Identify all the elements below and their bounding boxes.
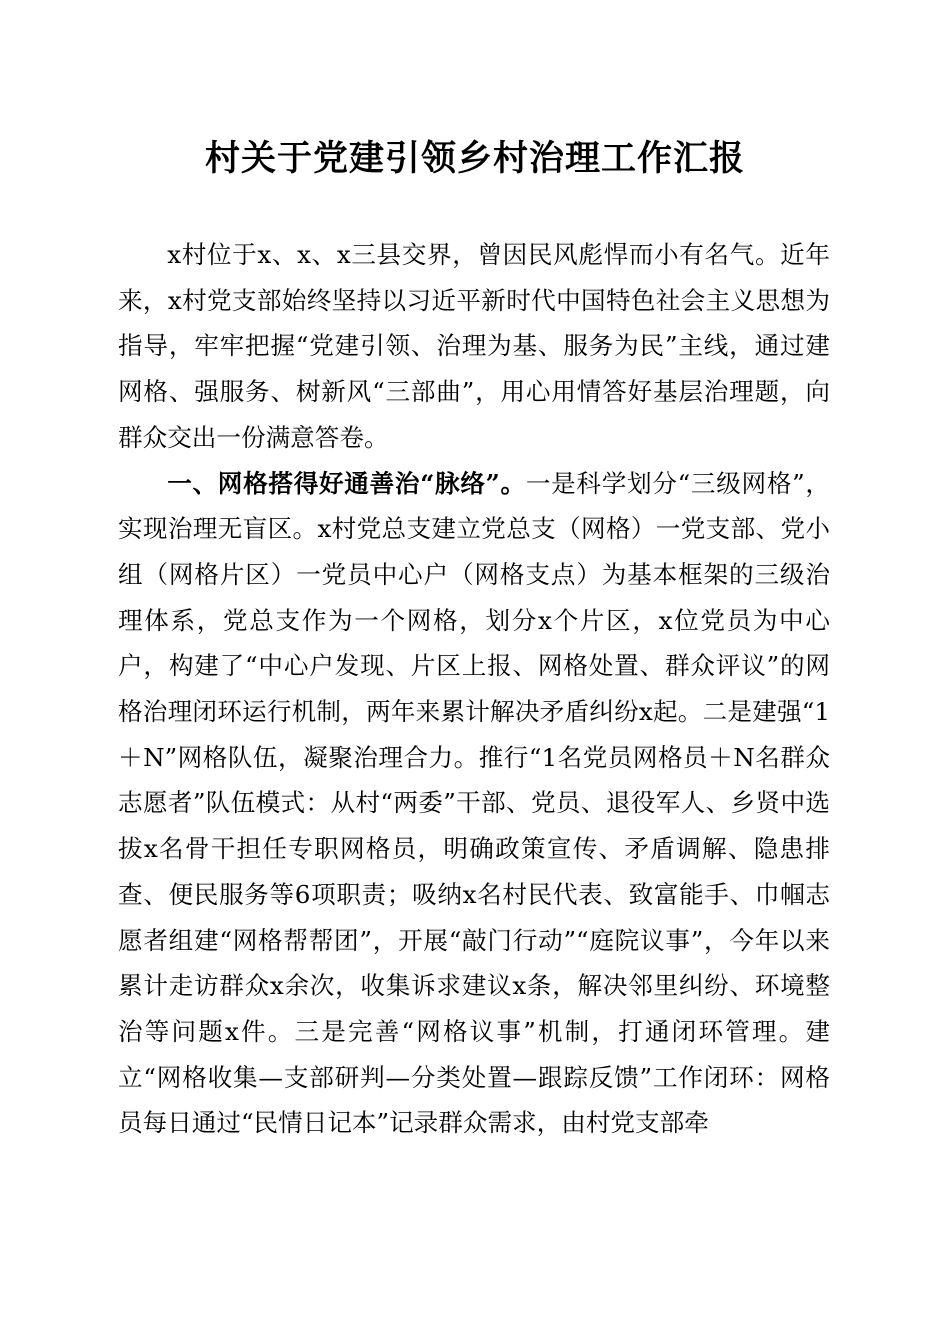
document-body — [118, 232, 830, 1146]
section-1-text: 一是科学划分“三级网格”，实现治理无盲区。x村党总支建立党总支（网格）一党支部、党小组（网格片区）一党员中心户（网格支点）为基本框架的三级治理体系，党总支作为一个网格，划分x个片区，x位党员为中心户，构建了“中心户发现、片区上报、网格处置、群众评议”的网格治理闭环运行机制，两年来累计解决矛盾纠纷x起。二是建强“1＋N”网格队伍，凝聚治理合力。推行“1名党员网格员＋N名群众志愿者”队伍模式：从村“两委”干部、党员、退役军人、乡贤中选拔x名骨干担任专职网格员，明确政策宣传、矛盾调解、隐患排查、便民服务等6项职责；吸纳x名村民代表、致富能手、巾帼志愿者组建“网格帮帮团”，开展“敲门行动”“庭院议事”，今年以来累计走访群众x余次，收集诉求建议x条，解决邻里纠纷、环境整治等问题x件。三是完善“网格议事”机制，打通闭环管理。建立“网格收集—支部研判—分类处置—跟踪反馈”工作闭环：网格员每日通过“民情日记本”记录群众需求，由村党支部牵 — [118, 468, 830, 1138]
intro-paragraph: x村位于x、x、x三县交界，曾因民风彪悍而小有名气。近年来，x村党支部始终坚持以习近平新时代中国特色社会主义思想为指导，牢牢把握“党建引领、治理为基、服务为民”主线，通过建网格、强服务、树新风“三部曲”，用心用情答好基层治理题，向群众交出一份满意答卷。 — [118, 240, 830, 452]
document-title: 村关于党建引领乡村治理工作汇报 — [204, 138, 745, 179]
section-1-heading: 一、网格搭得好通善治“脉络”。 — [167, 468, 526, 498]
section-1-paragraph — [118, 461, 830, 1147]
